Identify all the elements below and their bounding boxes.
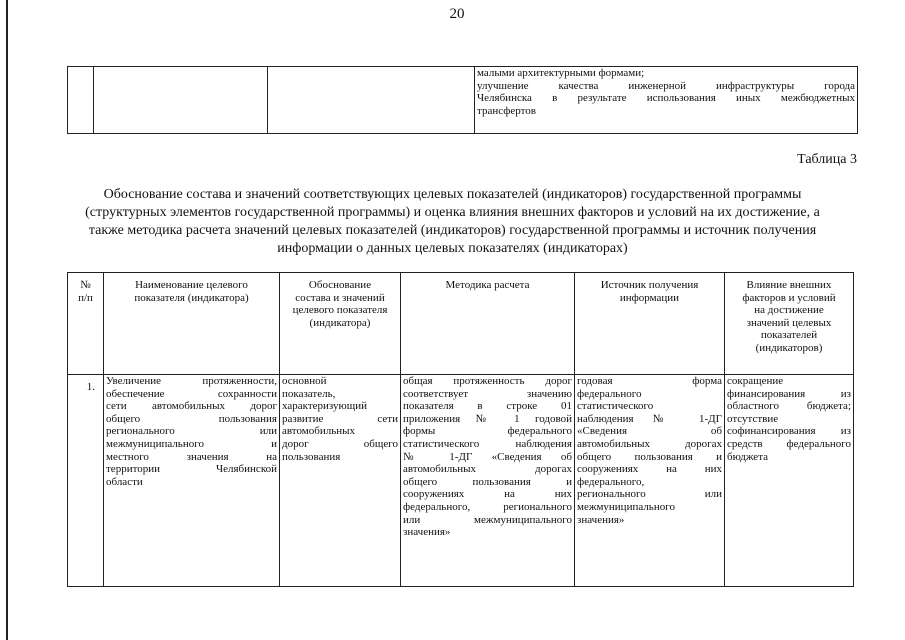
heading-line: также методика расчета значений целевых показателей (индикаторов) государственной программы и источник получения (88, 223, 817, 238)
header-method: Методика расчета (401, 273, 575, 375)
page-number: 20 (449, 6, 465, 22)
left-margin-rule (6, 0, 8, 640)
heading-line: Обоснование состава и значений соответствующих целевых показателей (индикаторов) государственной программы (103, 187, 802, 202)
heading-line: информации о данных целевых показателях (индикаторах) (277, 241, 628, 256)
indicators-table (67, 272, 854, 587)
continuation-cell-name (94, 67, 268, 134)
continuation-cell-num (68, 67, 94, 134)
row-num: 1. (68, 375, 104, 587)
table-heading (50, 186, 855, 258)
continuation-cell-basis (268, 67, 475, 134)
table-label: Таблица 3 (797, 152, 857, 167)
continuation-line: улучшение качества инженерной инфраструктуры города (477, 79, 855, 92)
continuation-line: трансфертов (477, 104, 536, 117)
header-basis: Обоснование состава и значений целевого показателя (индикатора) (280, 273, 401, 375)
header-influence: Влияние внешних факторов и условий на достижение значений целевых показателей (индикаторов) (725, 273, 854, 375)
row-source: годовая форма федерального статистического наблюдения № 1-ДГ «Сведения об автомобильных дорогах общего пользования и сооружениях на них федерального, регионального или межмуниципального значения» (575, 375, 725, 587)
table-row (68, 67, 858, 134)
row-basis: основной показатель, характеризующий развитие сети автомобильных дорог общего пользования (280, 375, 401, 587)
row-method: общая протяженность дорог соответствует значению показателя в строке 01 приложения № 1 годовой формы федерального статистического наблюдения № 1-ДГ «Сведения об автомобильных дорогах общего пользования и сооружениях на них федерального, регионального или межмуниципального значения» (401, 375, 575, 587)
row-indicator-name: Увеличение протяженности, обеспечение сохранности сети автомобильных дорог общего пользования регионального или межмуниципального и местного значения на территории Челябинской области (104, 375, 280, 587)
continuation-table (67, 66, 858, 134)
header-source: Источник получения информации (575, 273, 725, 375)
header-num: № п/п (68, 273, 104, 375)
continuation-line: малыми архитектурными формами; (477, 67, 645, 79)
table-row (68, 375, 854, 587)
header-indicator-name: Наименование целевого показателя (индикатора) (104, 273, 280, 375)
row-influence: сокращение финансирования из областного бюджета; отсутствие софинансирования из средств федерального бюджета (725, 375, 854, 587)
continuation-cell-text (475, 67, 858, 134)
table-header-row (68, 273, 854, 375)
heading-line: (структурных элементов государственной программы) и оценка влияния внешних факторов и условий на их достижение, а (85, 205, 820, 220)
continuation-line: Челябинска в результате использования иных межбюджетных (477, 92, 855, 104)
